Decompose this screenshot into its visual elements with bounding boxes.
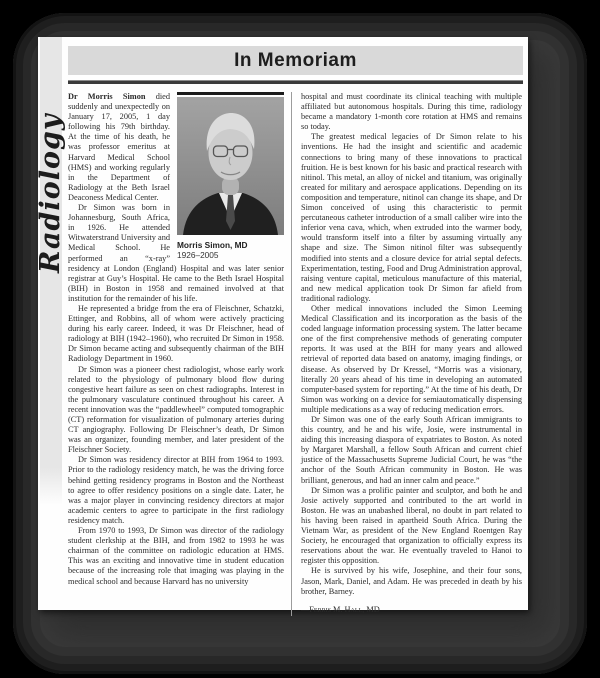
portrait-illustration <box>177 97 284 235</box>
paragraph: Dr Simon was one of the early South African immigrants to this country, and he and his wife, Josie, were instrumental in aiding this increasing diaspora of expatriates to Boston. As noted by Margaret Marshall, a fellow South African and current chief justice of the Massachusetts Supreme Judicial Court, he was “the anchor of the South African community in Boston. He was brilliant, generous, and had an inner calm and peace.” <box>301 415 522 485</box>
portrait-photo <box>177 97 284 235</box>
paragraph: He represented a bridge from the era of Fleischner, Schatzki, Ettinger, and Robbins, all of whom were actively practicing during his early career. Indeed, it was Dr Fleischner, head of radiology at BIH (1942–1960), who recruited Dr Simon in 1958. Dr Simon became acting and subsequently chairman of the BIH Radiology Department in 1960. <box>68 303 284 364</box>
paragraph: Other medical innovations included the Simon Leeming Medical Classification and its incorporation as the basis of the coded language information processing system. The latter became one of the first comprehensive methods of generating computer reports. It was used at the BIH for many years and allowed retrieval of reported data based on anatomy, imaging findings, or disease. As observed by Dr Kressel, “Morris was a visionary, literally 20 years ahead of his time in developing an automated computer-based system for reporting.” At the time of his death, Dr Simon was working on a device for semiautomatically dispensing multiple medications as a way of reducing medication errors. <box>301 303 522 414</box>
journal-title-vertical: Radiology <box>35 113 66 273</box>
author-signature <box>301 605 522 615</box>
journal-spine-strip <box>35 37 66 505</box>
photo-top-rule <box>177 92 284 95</box>
right-column <box>291 92 522 616</box>
paragraph: Dr Simon was residency director at BIH from 1964 to 1993. Prior to the radiology residency match, he was the driving force behind getting residency programs in Boston and the Northeast to agree to offer residency positions on a single date. Later, he was a major player in convincing residency directors at major academic centers to agree to participate in the first radiology residency match. <box>68 455 284 525</box>
deceased-name: Dr Morris Simon <box>68 92 146 101</box>
paragraph: He is survived by his wife, Josephine, and their four sons, Jason, Mark, Daniel, and Adam. He was preceded in death by his brother, Barney. <box>301 566 522 596</box>
paragraph: From 1970 to 1993, Dr Simon was director of the radiology student clerkship at the BIH, and from 1982 to 1993 he was chairman of the committee on radiologic education at HMS. This was an exciting and innovative time in student education because of the increasing role that imaging was playing in the medical school and because Harvard has no university <box>68 526 284 586</box>
signature-dash: — <box>301 604 310 614</box>
section-title: In Memoriam <box>234 49 357 71</box>
photo-caption-name: Morris Simon, MD <box>177 240 248 250</box>
signature-suffix: , MD <box>362 604 380 614</box>
paragraph: Dr Simon was a pioneer chest radiologist, whose early work related to the physiology of pulmonary blood flow during congestive heart failure as seen on chest radiographs. Interest in the pulmonary vasculature continued throughout his career. A recent innovation was the “paddlewheel” computed tomographic (CT) reformation for visualization of pulmonary arteries during CT angiography. Following Dr Fleischner’s death, Dr Simon was an organizer, founding member, and later president of the Fleischner Society. <box>68 364 284 455</box>
left-column <box>68 92 284 616</box>
two-column-body <box>68 92 523 616</box>
obituary-photo-block <box>177 92 284 260</box>
paragraph: The greatest medical legacies of Dr Simon relate to his inventions. He had the insight and scientific and academic connections to bring many of these innovations to practical fruition. He is best known for his basic and practical research with nitinol. This metal, an alloy of nickel and titanium, was originally created for military and aerospace applications. Depending on its composition and temperature, nitinol can change its shape, and Dr Simon conceived of using this characteristic to permit percutaneous catheter introduction of a small caliber wire into the inferior vena cava, which, when extruded into the warmer body, would transform itself into a filter by assuming virtually any shape and size. The Simon nitinol filter was subsequently modified into stents and a closure device for atrial septal defects. Experimentation, testing, Food and Drug Administration approval, raising venture capital, meticulous manufacture of this material, and new medical application took Dr Simon far afield from traditional radiology. <box>301 132 522 303</box>
paragraph: Dr Simon was born in Johannesburg, South Africa, in 1926. He attended Witwaterstrand University and Medical School. He performed an “x-ray” residency at London (England) Hospital and was later senior registrar at Guy’s Hospital. He came to the Beth Israel Hospital (BIH) in Boston in 1958 and remained involved at that institution for the remainder of his life. <box>68 203 284 303</box>
paragraph-lead-text: died suddenly and unexpectedly on January 17, 2005, 1 day following his 79th birthday. At the time of his death, he was professor emeritus at Harvard Medical School (HMS) and working regularly in the Department of Radiology at the Beth Israel Deaconess Medical Center. <box>68 92 170 202</box>
header-rule <box>68 80 523 84</box>
page-content <box>68 37 523 616</box>
paragraph: hospital and must coordinate its clinical teaching with multiple affiliated but autonomous hospitals. During this time, radiology became a mandatory 1-month core rotation at HMS and remains so today. <box>301 92 522 132</box>
journal-page <box>35 37 528 614</box>
signature-name: Ferris M. Hall <box>309 604 363 614</box>
section-header-band <box>68 46 523 75</box>
photo-caption-years: 1926–2005 <box>177 250 219 260</box>
paragraph: Dr Simon was a prolific painter and sculptor, and both he and Josie actively supported and contributed to the art world in Boston. He was an unabashed liberal, no doubt in part related to his having been raised in apartheid South Africa. During the Vietnam War, as president of the New England Roentgen Ray Society, he encouraged that organization to officially express its reservations about the war. He eventually traveled to Hanoi to register this opposition. <box>301 485 522 566</box>
